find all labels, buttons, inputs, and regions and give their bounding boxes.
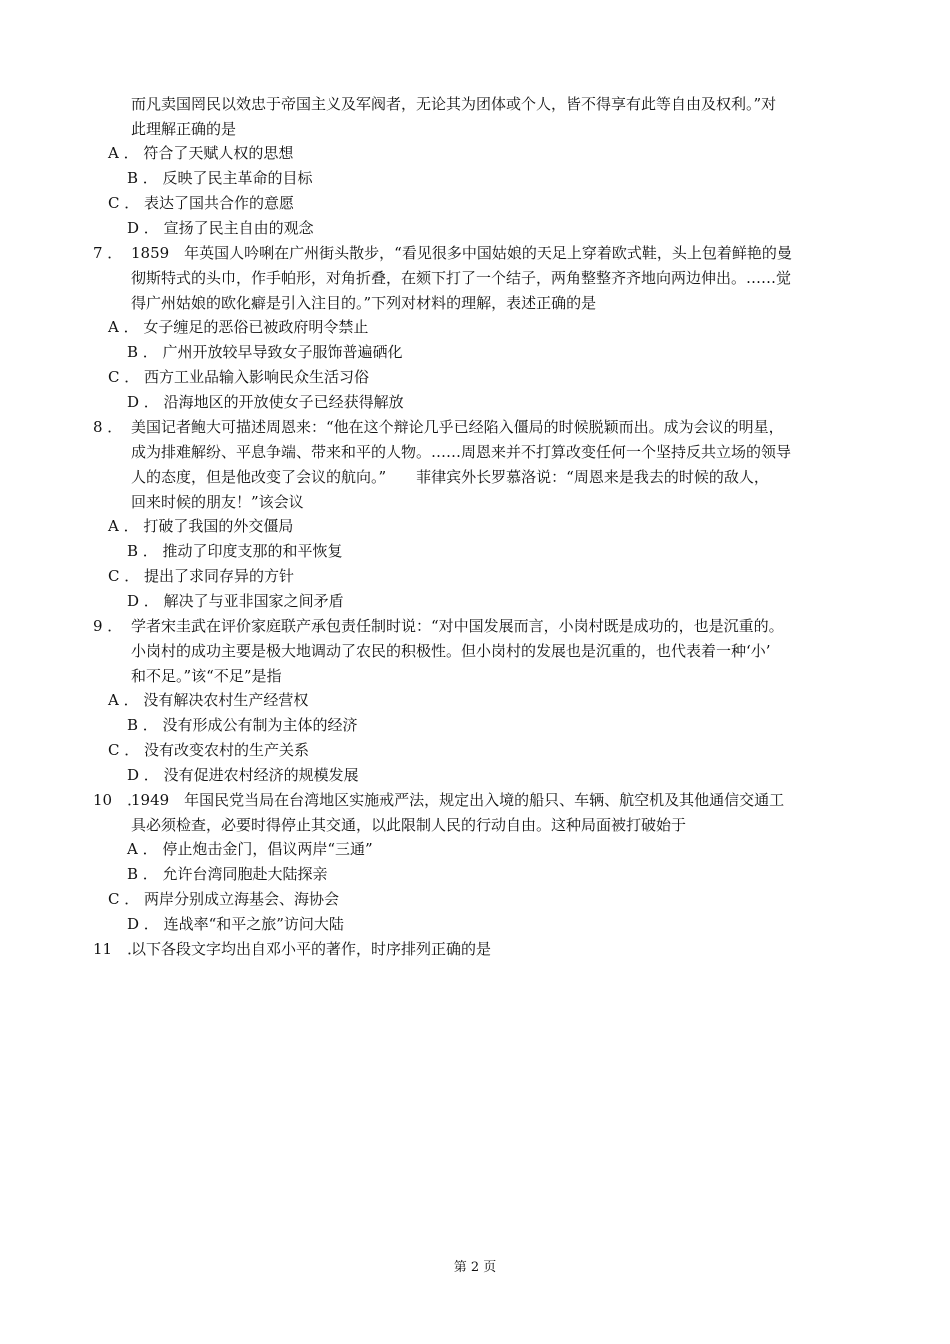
question-number: 7 ． [93, 244, 123, 262]
option-c[interactable]: C ． 没有改变农村的生产关系 [108, 741, 310, 759]
question-text: 1859 年英国人吟唎在广州街头散步，“看见很多中国姑娘的天足上穿着欧式鞋，头上包着鲜艳的曼 [131, 244, 792, 262]
question-number: 9 ． [93, 617, 123, 635]
question-text: 人的态度，但是他改变了会议的航向。” 菲律宾外长罗慕洛说：“周恩来是我去的时候的敌人， [131, 468, 769, 486]
question-text: 得广州姑娘的欧化癖是引入注目的。”下列对材料的理解，表述正确的是 [131, 294, 597, 312]
question-text: 此理解正确的是 [131, 120, 237, 138]
option-a[interactable]: A ． 停止炮击金门，倡议两岸“三通” [127, 840, 373, 858]
option-c[interactable]: C ． 表达了国共合作的意愿 [108, 194, 295, 212]
option-a[interactable]: A ． 没有解决农村生产经营权 [108, 691, 309, 709]
question-text: 和不足。”该“不足”是指 [131, 667, 282, 685]
option-c[interactable]: C ． 两岸分别成立海基会、海协会 [108, 890, 340, 908]
question-number: 8 ． [93, 418, 123, 436]
question-number: 11 ． [93, 940, 143, 958]
question-text: 1949 年国民党当局在台湾地区实施戒严法，规定出入境的船只、车辆、航空机及其他通信交通工 [131, 791, 785, 809]
question-text: 回来时候的朋友！”该会议 [131, 493, 304, 511]
question-text: 而凡卖国罔民以效忠于帝国主义及军阀者，无论其为团体或个人，皆不得享有此等自由及权利。”对 [131, 95, 777, 113]
question-text: 学者宋圭武在评价家庭联产承包责任制时说：“对中国发展而言，小岗村既是成功的，也是沉重的。 [131, 617, 784, 635]
question-number: 10 ． [93, 791, 143, 809]
option-b[interactable]: B ． 反映了民主革命的目标 [127, 169, 313, 187]
option-d[interactable]: D ． 宣扬了民主自由的观念 [127, 219, 314, 237]
question-text: 彻斯特式的头巾，作手帕形，对角折叠，在颏下打了一个结子，两角整整齐齐地向两边伸出。……觉 [131, 269, 792, 287]
option-d[interactable]: D ． 连战率“和平之旅”访问大陆 [127, 915, 344, 933]
option-d[interactable]: D ． 没有促进农村经济的规模发展 [127, 766, 359, 784]
question-text: 小岗村的成功主要是极大地调动了农民的积极性。但小岗村的发展也是沉重的，也代表着一种‘小’ [131, 642, 771, 660]
option-b[interactable]: B ． 广州开放较早导致女子服饰普遍硒化 [127, 343, 403, 361]
page-number: 第 2 页 [453, 1260, 497, 1275]
question-text: 美国记者鲍大可描述周恩来：“他在这个辩论几乎已经陷入僵局的时候脱颖而出。成为会议的明星， [131, 418, 784, 436]
option-b[interactable]: B ． 推动了印度支那的和平恢复 [127, 542, 343, 560]
question-text: 具必须检查，必要时得停止其交通，以此限制人民的行动自由。这种局面被打破始于 [131, 816, 687, 834]
question-text: 以下各段文字均出自邓小平的著作，时序排列正确的是 [131, 940, 492, 958]
option-d[interactable]: D ． 沿海地区的开放使女子已经获得解放 [127, 393, 404, 411]
option-a[interactable]: A ． 女子缠足的恶俗已被政府明令禁止 [108, 318, 369, 336]
option-b[interactable]: B ． 没有形成公有制为主体的经济 [127, 716, 358, 734]
option-a[interactable]: A ． 打破了我国的外交僵局 [108, 517, 294, 535]
question-text: 成为排难解纷、平息争端、带来和平的人物。……周恩来并不打算改变任何一个坚持反共立场的领导 [131, 443, 792, 461]
option-a[interactable]: A ． 符合了天赋人权的思想 [108, 144, 294, 162]
option-b[interactable]: B ． 允许台湾同胞赴大陆探亲 [127, 865, 328, 883]
option-c[interactable]: C ． 提出了求同存异的方针 [108, 567, 295, 585]
option-d[interactable]: D ． 解决了与亚非国家之间矛盾 [127, 592, 344, 610]
option-c[interactable]: C ． 西方工业品输入影响民众生活习俗 [108, 368, 370, 386]
